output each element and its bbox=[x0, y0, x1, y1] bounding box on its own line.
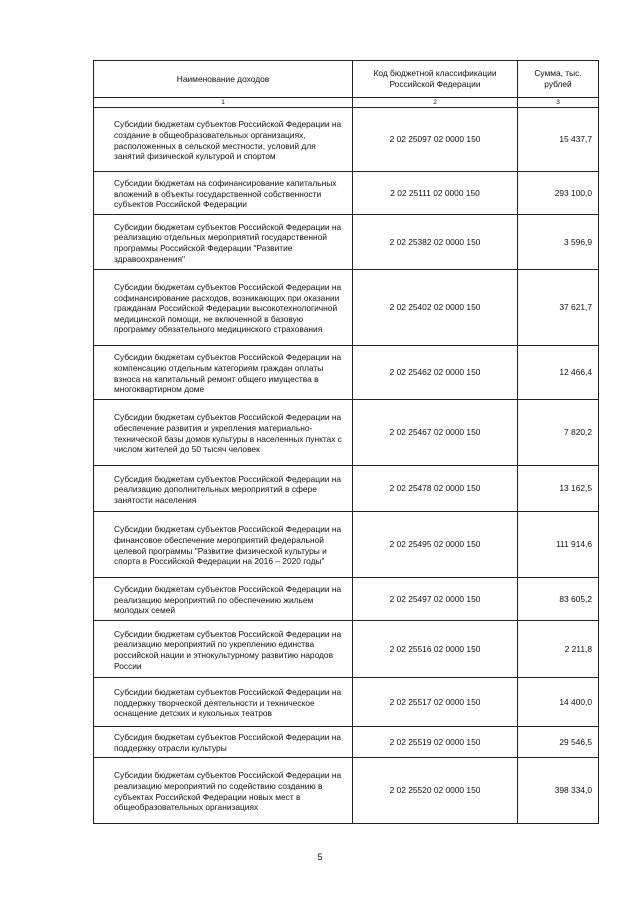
income-name-cell: Субсидии бюджетам субъектов Российской Федерации на реализацию отдельных мероприятий государственной программы Российской Федерации "Развитие здравоохранения" bbox=[94, 215, 353, 270]
budget-code-cell: 2 02 25495 02 0000 150 bbox=[353, 512, 518, 578]
revenue-table bbox=[93, 60, 599, 824]
amount-cell: 83 605,2 bbox=[518, 578, 599, 621]
budget-code-cell: 2 02 25462 02 0000 150 bbox=[353, 346, 518, 400]
income-name-cell: Субсидии бюджетам субъектов Российской Федерации на финансовое обеспечение мероприятий федеральной целевой программы "Развитие физической культуры и спорта в Российской Федерации на 2016 – 2020 годы" bbox=[94, 512, 353, 578]
amount-cell: 3 596,9 bbox=[518, 215, 599, 270]
budget-code-cell: 2 02 25478 02 0000 150 bbox=[353, 466, 518, 512]
income-name-cell: Субсидии бюджетам субъектов Российской Федерации на реализацию мероприятий по укреплению единства российской нации и этнокультурному развитию народов России bbox=[94, 621, 353, 678]
column-number: 2 bbox=[353, 98, 518, 108]
income-name-cell: Субсидии бюджетам субъектов Российской Федерации на создание в общеобразовательных организациях, расположенных в сельской местности, условий для занятий физической культурой и спортом bbox=[94, 108, 353, 172]
amount-cell: 398 334,0 bbox=[518, 758, 599, 824]
income-name-cell: Субсидии бюджетам субъектов Российской Федерации на софинансирование расходов, возникающих при оказании гражданам Российской Федерации высокотехнологичной медицинской помощи, не включенной в базовую программу обязательного медицинского страхования bbox=[94, 270, 353, 346]
amount-cell: 13 162,5 bbox=[518, 466, 599, 512]
amount-cell: 293 100,0 bbox=[518, 172, 599, 215]
table-header-row bbox=[94, 61, 599, 98]
amount-cell: 14 400,0 bbox=[518, 678, 599, 727]
income-name-cell: Субсидии бюджетам субъектов Российской Федерации на реализацию мероприятий по обеспечению жильем молодых семей bbox=[94, 578, 353, 621]
amount-cell: 7 820,2 bbox=[518, 400, 599, 466]
table-row bbox=[94, 512, 599, 578]
column-number: 1 bbox=[94, 98, 353, 108]
income-name-cell: Субсидия бюджетам субъектов Российской Федерации на поддержку отрасли культуры bbox=[94, 727, 353, 758]
table-row bbox=[94, 621, 599, 678]
budget-code-cell: 2 02 25111 02 0000 150 bbox=[353, 172, 518, 215]
budget-code-cell: 2 02 25516 02 0000 150 bbox=[353, 621, 518, 678]
amount-cell: 37 621,7 bbox=[518, 270, 599, 346]
table-row bbox=[94, 678, 599, 727]
table-row bbox=[94, 108, 599, 172]
amount-cell: 15 437,7 bbox=[518, 108, 599, 172]
amount-cell: 111 914,6 bbox=[518, 512, 599, 578]
table-row bbox=[94, 466, 599, 512]
budget-code-cell: 2 02 25520 02 0000 150 bbox=[353, 758, 518, 824]
table-row bbox=[94, 172, 599, 215]
income-name-cell: Субсидии бюджетам субъектов Российской Федерации на компенсацию отдельным категориям граждан оплаты взноса на капитальный ремонт общего имущества в многоквартирном доме bbox=[94, 346, 353, 400]
table-row bbox=[94, 758, 599, 824]
budget-code-cell: 2 02 25467 02 0000 150 bbox=[353, 400, 518, 466]
header-budget-code: Код бюджетной классификации Российской Федерации bbox=[353, 61, 518, 98]
table-row bbox=[94, 270, 599, 346]
table-row bbox=[94, 215, 599, 270]
amount-cell: 2 211,8 bbox=[518, 621, 599, 678]
table-row bbox=[94, 400, 599, 466]
column-number-row bbox=[94, 98, 599, 108]
budget-code-cell: 2 02 25519 02 0000 150 bbox=[353, 727, 518, 758]
table-row bbox=[94, 346, 599, 400]
budget-code-cell: 2 02 25097 02 0000 150 bbox=[353, 108, 518, 172]
budget-code-cell: 2 02 25382 02 0000 150 bbox=[353, 215, 518, 270]
income-name-cell: Субсидии бюджетам на софинансирование капитальных вложений в объекты государственной собственности субъектов Российской Федерации bbox=[94, 172, 353, 215]
header-income-name: Наименование доходов bbox=[94, 61, 353, 98]
page-number: 5 bbox=[317, 852, 323, 862]
income-name-cell: Субсидии бюджетам субъектов Российской Федерации на реализацию мероприятий по содействию созданию в субъектах Российской Федерации новых мест в общеобразовательных организациях bbox=[94, 758, 353, 824]
budget-code-cell: 2 02 25497 02 0000 150 bbox=[353, 578, 518, 621]
income-name-cell: Субсидия бюджетам субъектов Российской Федерации на реализацию дополнительных мероприятий в сфере занятости населения bbox=[94, 466, 353, 512]
table-row bbox=[94, 578, 599, 621]
budget-code-cell: 2 02 25517 02 0000 150 bbox=[353, 678, 518, 727]
amount-cell: 12 466,4 bbox=[518, 346, 599, 400]
income-name-cell: Субсидии бюджетам субъектов Российской Федерации на обеспечение развития и укрепления материально-технической базы домов культуры в населенных пунктах с числом жителей до 50 тысяч человек bbox=[94, 400, 353, 466]
budget-code-cell: 2 02 25402 02 0000 150 bbox=[353, 270, 518, 346]
table-row bbox=[94, 727, 599, 758]
income-name-cell: Субсидии бюджетам субъектов Российской Федерации на поддержку творческой деятельности и техническое оснащение детских и кукольных театров bbox=[94, 678, 353, 727]
header-amount: Сумма, тыс. рублей bbox=[518, 61, 599, 98]
column-number: 3 bbox=[518, 98, 599, 108]
amount-cell: 29 546,5 bbox=[518, 727, 599, 758]
